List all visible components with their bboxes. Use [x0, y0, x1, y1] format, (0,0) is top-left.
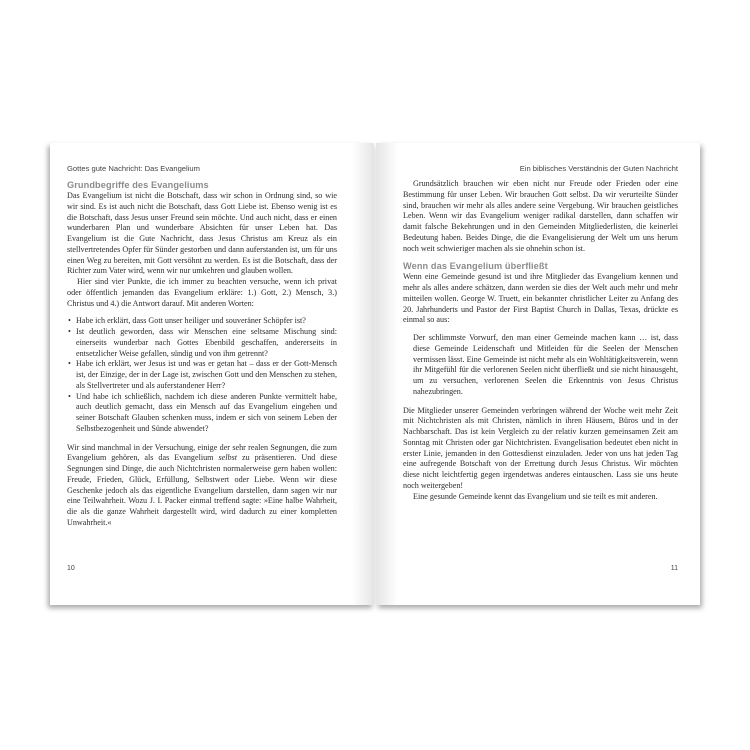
bullet-item: • Und habe ich schließlich, nachdem ich diese anderen Punkte vermittelt habe, auch deutlich gemacht, dass ein Mensch auf das Evangelium eingehen und seiner Botschaft Glauben schenken muss, indem er sich von seinem Leben der Selbstbezogenheit und Sünde abwendet? [76, 392, 337, 435]
paragraph: Eine gesunde Gemeinde kennt das Evangelium und sie teilt es mit anderen. [413, 491, 658, 501]
bullet-item: • Habe ich erklärt, dass Gott unser heiliger und souveräner Schöpfer ist? [76, 316, 337, 327]
block-quote: Der schlimmste Vorwurf, den man einer Gemeinde machen kann … ist, dass diese Gemeinde Leidenschaft und Mitleiden für die Seelen der Menschen vermissen lässt. Eine Gemeinde ist nicht mehr als ein Wohltätigkeitsverein, wenn ihr Mitgefühl für die verlorenen Seelen nicht überfließt und sie nicht hinausgeht, um zu versuchen, verlorenen Seelen die Erkenntnis von Jesus Christus nahezubringen. [413, 333, 678, 396]
emphasis-text: selbst [218, 453, 237, 463]
paragraph-text: Wir sind manchmal in der Versuchung, einige der sehr realen Segnungen, die zum Evangelium gehören, als das Evangelium [67, 442, 337, 463]
section-heading: Grundbegriffe des Evangeliums [67, 180, 209, 190]
bullet-item: • Habe ich erklärt, wer Jesus ist und was er getan hat – dass er der Gott-Mensch ist, der Einzige, der in der Lage ist, zwischen Gott und den Menschen zu stehen, als Stellvertreter und als auferstandener Herr? [76, 359, 337, 391]
left-page [50, 143, 374, 605]
paragraph: Das Evangelium ist nicht die Botschaft, dass wir schon in Ordnung sind, so wie wir sind. Es ist auch nicht die Botschaft, dass Gott Liebe ist. Ebenso wenig ist es die Botschaft, dass Jesus unser Freund sein möchte. Und auch nicht, dass er einen wunderbaren Plan und wunderbare Absichten für unser Leben hat. Das Evangelium ist die Gute Nachricht, dass Jesus Christus am Kreuz als ein stellvertretendes Opfer für Sünder gestorben und dann auferstanden ist, um für uns einen Weg zu bereiten, mit Gott versöhnt zu werden. Es ist die Botschaft, dass der Richter zum Vater wird, wenn wir nur umkehren und glauben wollen. [67, 191, 337, 276]
right-page [376, 143, 700, 605]
page-number-left: 10 [67, 565, 75, 572]
book-spread [50, 143, 700, 605]
bullet-item: • Ist deutlich geworden, dass wir Menschen eine seltsame Mischung sind: einerseits wunderbar nach Gottes Ebenbild geschaffen, andererseits in entsetzlicher Weise gefallen, sündig und von ihm getrennt? [76, 327, 337, 359]
running-head-right: Ein biblisches Verständnis der Guten Nachricht [519, 164, 678, 173]
paragraph: Die Mitglieder unserer Gemeinden verbringen während der Woche weit mehr Zeit mit Nichtchristen als mit Christen, nämlich in ihren Häusern, Büros und in der Nachbarschaft. Das ist kein Vergleich zu der relativ kurzen gemeinsamen Zeit am Sonntag mit Christen oder gar Nichtchristen. Evangelisation bedeutet eben nicht in erster Linie, jemanden in den Gottesdienst einzuladen. Jeder von uns hat jeden Tag eine aufregende Botschaft von der Errettung durch Jesus Christus. Wir möchten diese nicht leichtfertig gegen irgendetwas anderes eintauschen. Lass sie uns heute noch weitergeben! [403, 405, 678, 490]
left-page-body [67, 179, 337, 529]
paragraph-text: zu präsentieren. Und diese Segnungen sind Dinge, die auch Nichtchristen normalerweise gern haben wollen: Freude, Frieden, Glück, Erfüllung, Selbstwert oder Liebe. Wenn wir diese Geschenke jedoch als das eigentliche Evangelium darstellen, dann sagen wir nur eine Teilwahrheit. Wozu J. I. Packer einmal treffend sagte: »Eine halbe Wahrheit, die als die ganze Wahrheit dargestellt wird, wird dadurch zu einer kompletten Unwahrheit.« [67, 453, 338, 527]
running-head-left: Gottes gute Nachricht: Das Evangelium [67, 164, 200, 173]
page-number-right: 11 [670, 565, 678, 572]
bullet-list [67, 316, 337, 434]
gutter-shadow [352, 143, 374, 605]
paragraph: Wenn eine Gemeinde gesund ist und ihre Mitglieder das Evangelium kennen und mehr als alles andere schätzen, dann werden sie dies der Welt auch mehr und mehr mitteilen wollen. George W. Truett, ein bekannter christlicher Leiter zu Anfang des 20. Jahrhunderts und Pastor der First Baptist Church in Dallas, Texas, drückte es einmal so aus: [403, 272, 678, 325]
paragraph: Hier sind vier Punkte, die ich immer zu beachten versuche, wenn ich privat oder öffentlich jemanden das Evangelium erkläre: 1.) Gott, 2.) Mensch, 3.) Christus und 4.) die Antwort darauf. Mit anderen Worten: [67, 277, 337, 308]
gutter-shadow [376, 143, 398, 605]
paragraph [67, 443, 337, 529]
paragraph: Grundsätzlich brauchen wir eben nicht nur Freude oder Frieden oder eine Bestimmung für unser Leben. Wir brauchen Gott selbst. Da wir verurteilte Sünder sind, brauchen wir mehr als alles andere seine Vergebung. Wir brauchen geistliches Leben. Wenn wir das Evangelium weniger radikal darstellen, dann schaffen wir damit falsche Bekehrungen und in den Gemeinden Mitgliederlisten, die keinerlei Bedeutung haben. Beides Dinge, die die Evangelisierung der Welt um uns herum noch weit schwieriger machen als sie ohnehin schon ist. [403, 179, 678, 253]
right-page-body [403, 179, 678, 502]
section-heading: Wenn das Evangelium überfließt [403, 261, 548, 272]
